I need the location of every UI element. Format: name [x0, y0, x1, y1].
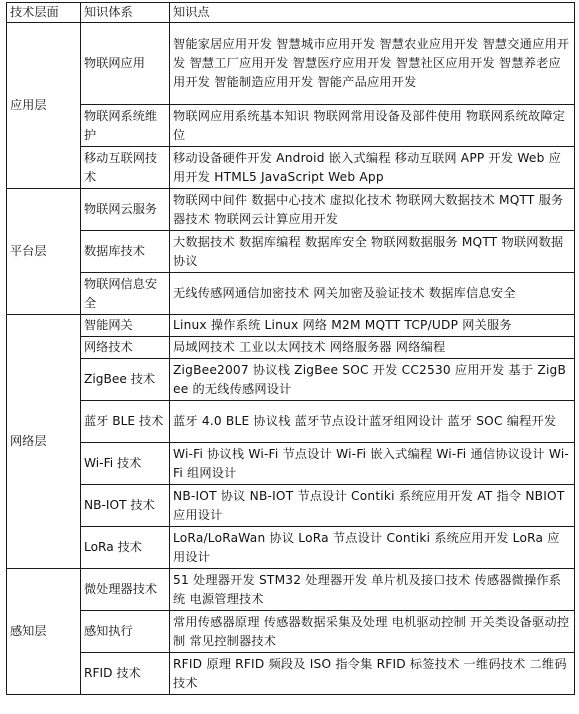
header-points: 知识点 — [170, 3, 575, 23]
points-cell: 蓝牙 4.0 BLE 协议栈 蓝牙节点设计蓝牙组网设计 蓝牙 SOC 编程开发 — [170, 401, 575, 443]
points-cell: 智能家居应用开发 智慧城市应用开发 智慧农业应用开发 智慧交通应用开发 智慧工厂应用开发 智慧医疗应用开发 智慧社区应用开发 智慧养老应用开发 智能制造应用开发 智能产品应用开发 — [170, 23, 575, 105]
points-cell: 物联网中间件 数据中心技术 虚拟化技术 物联网大数据技术 MQTT 服务器技术 物联网云计算应用开发 — [170, 189, 575, 231]
points-cell: Linux 操作系统 Linux 网络 M2M MQTT TCP/UDP 网关服务 — [170, 315, 575, 337]
points-cell: Wi-Fi 协议栈 Wi-Fi 节点设计 Wi-Fi 嵌入式编程 Wi-Fi 通信协议设计 Wi-Fi 组网设计 — [170, 443, 575, 485]
table-row — [7, 273, 575, 315]
points-cell: 移动设备硬件开发 Android 嵌入式编程 移动互联网 APP 开发 Web 应用开发 HTML5 JavaScript Web App — [170, 147, 575, 189]
knowledge-table-container — [6, 2, 574, 695]
table-row — [7, 443, 575, 485]
points-cell: 常用传感器原理 传感器数据采集及处理 电机驱动控制 开关类设备驱动控制 常见控制器技术 — [170, 611, 575, 653]
table-row — [7, 189, 575, 231]
table-header-row — [7, 3, 575, 23]
system-cell: ZigBee 技术 — [81, 359, 170, 401]
system-cell: NB-IOT 技术 — [81, 485, 170, 527]
table-row — [7, 359, 575, 401]
system-cell: 网络技术 — [81, 337, 170, 359]
system-cell: 蓝牙 BLE 技术 — [81, 401, 170, 443]
table-row — [7, 147, 575, 189]
points-cell: 大数据技术 数据库编程 数据库安全 物联网数据服务 MQTT 物联网数据协议 — [170, 231, 575, 273]
points-cell: 局域网技术 工业以太网技术 网络服务器 网络编程 — [170, 337, 575, 359]
points-cell: 无线传感网通信加密技术 网关加密及验证技术 数据库信息安全 — [170, 273, 575, 315]
layer-cell-platform: 平台层 — [7, 189, 81, 315]
table-row — [7, 569, 575, 611]
system-cell: 物联网信息安全 — [81, 273, 170, 315]
system-cell: 感知执行 — [81, 611, 170, 653]
points-cell: LoRa/LoRaWan 协议 LoRa 节点设计 Contiki 系统应用开发 LoRa 应用设计 — [170, 527, 575, 569]
points-cell: RFID 原理 RFID 频段及 ISO 指令集 RFID 标签技术 一维码技术 二维码技术 — [170, 653, 575, 695]
points-cell: NB-IOT 协议 NB-IOT 节点设计 Contiki 系统应用开发 AT 指令 NBIOT 应用设计 — [170, 485, 575, 527]
points-cell: ZigBee2007 协议栈 ZigBee SOC 开发 CC2530 应用开发 基于 ZigBee 的无线传感网设计 — [170, 359, 575, 401]
header-layer: 技术层面 — [7, 3, 81, 23]
table-row — [7, 401, 575, 443]
knowledge-table — [6, 2, 575, 695]
layer-cell-application: 应用层 — [7, 23, 81, 189]
system-cell: 物联网应用 — [81, 23, 170, 105]
system-cell: Wi-Fi 技术 — [81, 443, 170, 485]
table-row — [7, 611, 575, 653]
system-cell: 智能网关 — [81, 315, 170, 337]
header-system: 知识体系 — [81, 3, 170, 23]
points-cell: 物联网应用系统基本知识 物联网常用设备及部件使用 物联网系统故障定位 — [170, 105, 575, 147]
table-row — [7, 315, 575, 337]
points-cell: 51 处理器开发 STM32 处理器开发 单片机及接口技术 传感器微操作系统 电源管理技术 — [170, 569, 575, 611]
table-row — [7, 231, 575, 273]
system-cell: 物联网系统维护 — [81, 105, 170, 147]
table-row — [7, 653, 575, 695]
table-row — [7, 23, 575, 105]
system-cell: 微处理器技术 — [81, 569, 170, 611]
table-row — [7, 337, 575, 359]
system-cell: 数据库技术 — [81, 231, 170, 273]
table-row — [7, 105, 575, 147]
system-cell: 移动互联网技术 — [81, 147, 170, 189]
table-row — [7, 527, 575, 569]
layer-cell-network: 网络层 — [7, 315, 81, 569]
system-cell: LoRa 技术 — [81, 527, 170, 569]
system-cell: 物联网云服务 — [81, 189, 170, 231]
layer-cell-perception: 感知层 — [7, 569, 81, 695]
table-row — [7, 485, 575, 527]
system-cell: RFID 技术 — [81, 653, 170, 695]
